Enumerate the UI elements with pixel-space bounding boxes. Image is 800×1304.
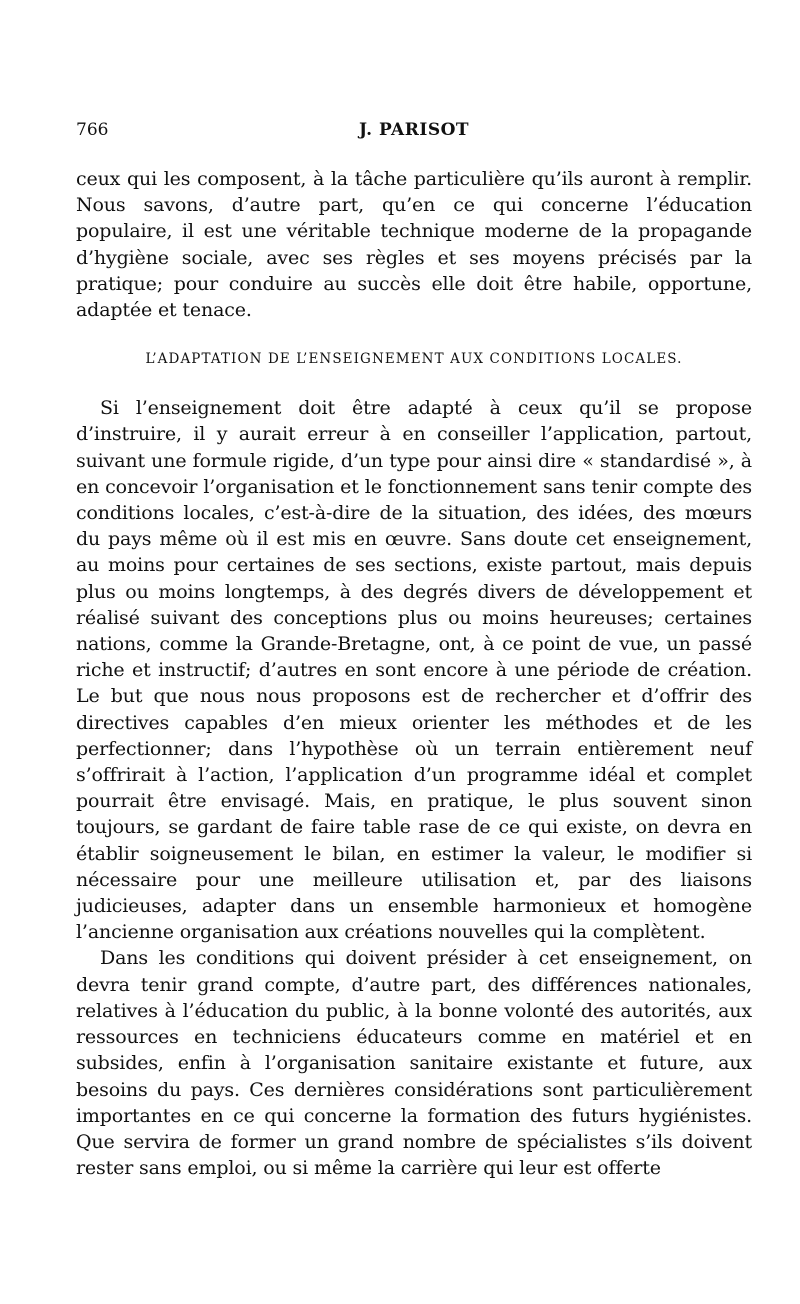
paragraph-2: Si l’enseignement doit être adapté à ceux qu’il se propose d’instruire, il y aurait erreur à en conseiller l’application, partout, suivant une formule rigide, d’un type pour ainsi dire « standardisé », à en concevoir l’organisation et le fonctionnement sans tenir compte des conditions locales, c’est-à-dire de la situation, des idées, des mœurs du pays même où il est mis en œuvre. Sans doute cet enseignement, au moins pour certaines de ses sections, existe partout, mais depuis plus ou moins longtemps, à des degrés divers de développement et réalisé suivant des conceptions plus ou moins heureuses; certaines nations, comme la Grande-Bretagne, ont, à ce point de vue, un passé riche et instructif; d’autres en sont encore à une période de création. Le but que nous nous proposons est de rechercher et d’offrir des directives capables d’en mieux orienter les méthodes et de les perfectionner; dans l’hypothèse où un terrain entièrement neuf s’offrirait à l’action, l’application d’un programme idéal et complet pourrait être envisagé. Mais, en pratique, le plus souvent sinon toujours, se gardant de faire table rase de ce qui existe, on devra en établir soigneusement le bilan, en estimer la valeur, le modifier si nécessaire pour une meilleure utilisation et, par des liaisons judicieuses, adapter dans un ensemble harmonieux et homogène l’ancienne organisation aux créations nouvelles qui la complètent. bbox=[76, 397, 752, 944]
paragraph-1: ceux qui les composent, à la tâche particulière qu’ils auront à remplir. Nous savons, d’autre part, qu’en ce qui concerne l’éducation populaire, il est une véritable technique moderne de la propagande d’hygiène sociale, avec ses règles et ses moyens précisés par la pratique; pour conduire au succès elle doit être habile, opportune, adaptée et tenace. bbox=[76, 168, 752, 322]
running-head: J. PARISOT bbox=[358, 120, 470, 140]
paragraph-3: Dans les conditions qui doivent présider à cet enseignement, on devra tenir grand compte, d’autre part, des différences nationales, relatives à l’éducation du public, à la bonne volonté des autorités, aux ressources en techniciens éducateurs comme en matériel et en subsides, enfin à l’organisation sanitaire existante et future, aux besoins du pays. Ces dernières considérations sont particulièrement importantes en ce qui concerne la formation des futurs hygiénistes. Que servira de former un grand nombre de spécialistes s’ils doivent rester sans emploi, ou si même la carrière qui leur est offerte bbox=[76, 947, 752, 1180]
section-heading: L’ADAPTATION DE L’ENSEIGNEMENT AUX CONDITIONS LOCALES. bbox=[145, 351, 683, 368]
page-number: 766 bbox=[76, 120, 109, 140]
page-header bbox=[76, 120, 752, 144]
body-text bbox=[76, 166, 752, 1181]
